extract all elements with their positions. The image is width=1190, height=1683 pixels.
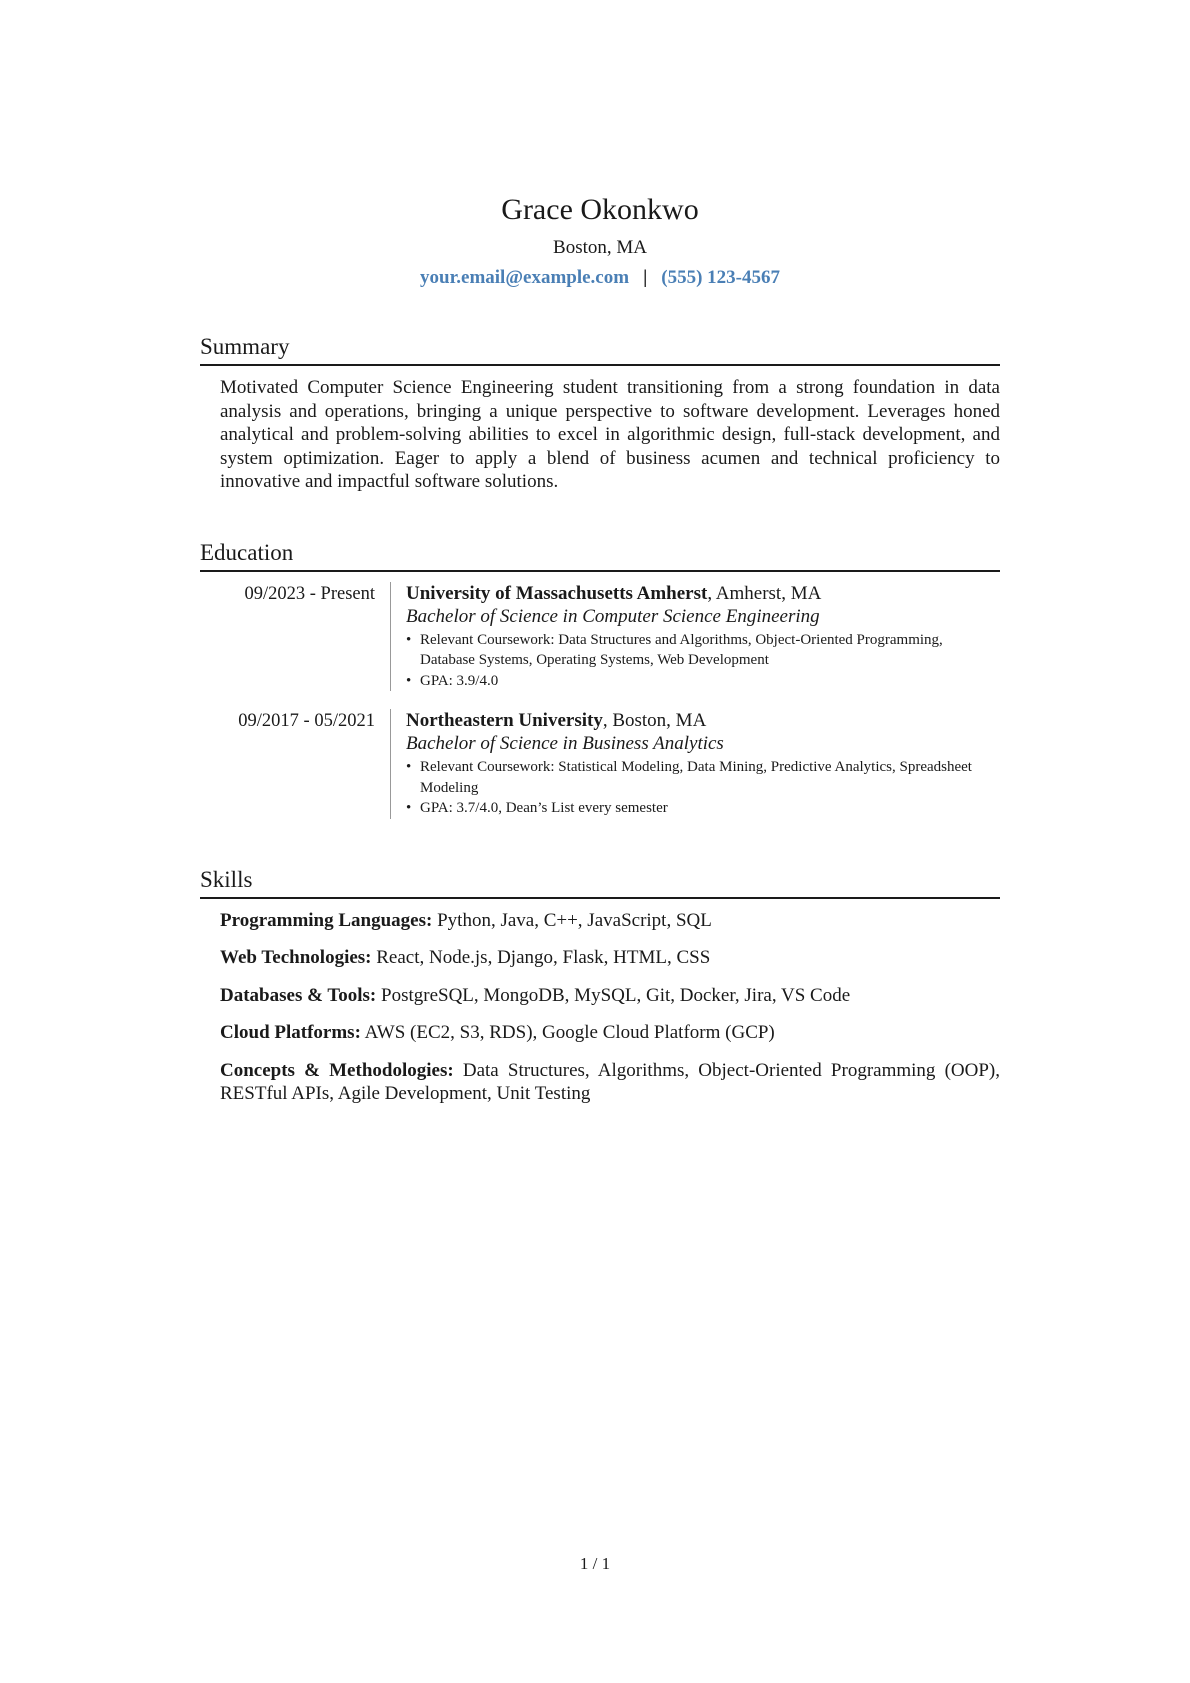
skill-label: Programming Languages: [220, 909, 433, 931]
skill-value: React, Node.js, Django, Flask, HTML, CSS [371, 947, 711, 968]
education-heading: Education [200, 538, 1000, 572]
contact-line [200, 264, 1000, 292]
skill-value: PostgreSQL, MongoDB, MySQL, Git, Docker, Jira, VS Code [376, 984, 851, 1006]
education-date: 09/2023 - Present [244, 583, 375, 604]
education-date: 09/2017 - 05/2021 [238, 711, 375, 731]
education-bullets [406, 757, 1000, 819]
school-location: , Boston, MA [602, 710, 707, 731]
skills-section [200, 865, 1000, 1106]
skill-label: Concepts & Methodologies: [220, 1059, 454, 1081]
skill-label: Cloud Platforms: [220, 1022, 361, 1043]
skill-row [220, 946, 1000, 970]
resume-page [200, 188, 1000, 1120]
education-section [200, 538, 1000, 819]
school-location: , Amherst, MA [707, 582, 822, 604]
resume-header [200, 188, 1000, 292]
school-name: University of Massachusetts Amherst [406, 582, 708, 604]
education-details [390, 582, 1000, 692]
skill-row [220, 1059, 1000, 1106]
list-item: • GPA: 3.7/4.0, Dean’s List every semester [406, 798, 1000, 819]
education-school-line [406, 709, 1000, 732]
skill-label: Databases & Tools: [220, 984, 377, 1006]
skill-row [220, 1021, 1000, 1045]
skill-row [220, 984, 1000, 1008]
degree-name: Bachelor of Science in Computer Science Engineering [406, 605, 820, 627]
phone-link[interactable]: (555) 123-4567 [661, 267, 780, 288]
contact-separator: | [643, 267, 648, 288]
skills-list [220, 909, 1000, 1106]
skill-value: AWS (EC2, S3, RDS), Google Cloud Platform (GCP) [360, 1022, 775, 1043]
education-school-line [406, 582, 1000, 605]
summary-heading: Summary [200, 332, 1000, 366]
skill-row [220, 909, 1000, 933]
email-link[interactable]: your.email@example.com [420, 267, 630, 288]
page-number: 1 / 1 [579, 1554, 611, 1573]
school-name: Northeastern University [406, 710, 603, 731]
degree-name: Bachelor of Science in Business Analytics [406, 733, 724, 754]
education-details [390, 709, 1000, 819]
list-item: • Relevant Coursework: Statistical Modeling, Data Mining, Predictive Analytics, Spreadsheet Modeling [406, 757, 1000, 798]
skills-heading: Skills [200, 865, 1000, 899]
candidate-location: Boston, MA [553, 237, 647, 258]
education-entry [200, 582, 1000, 692]
education-entry [200, 709, 1000, 819]
candidate-name: Grace Okonkwo [501, 193, 699, 226]
education-bullets [406, 630, 1000, 692]
skill-value: Python, Java, C++, JavaScript, SQL [432, 909, 712, 931]
skill-value: Data Structures, Algorithms, Object-Oriented Programming (OOP), RESTful APIs, Agile Development, Unit Testing [220, 1059, 1001, 1104]
skill-label: Web Technologies: [220, 947, 372, 968]
summary-text: Motivated Computer Science Engineering student transitioning from a strong foundation in data analysis and operations, bringing a unique perspective to software development. Leverages honed analytical and problem-solving abilities to excel in algorithmic design, full-stack development, and system optimization. Eager to apply a blend of business acumen and technical proficiency to innovative and impactful software solutions. [220, 377, 1000, 492]
summary-section [200, 332, 1000, 494]
list-item: • Relevant Coursework: Data Structures and Algorithms, Object-Oriented Programming, Database Systems, Operating Systems, Web Development [406, 630, 1000, 671]
list-item: • GPA: 3.9/4.0 [406, 671, 1000, 692]
